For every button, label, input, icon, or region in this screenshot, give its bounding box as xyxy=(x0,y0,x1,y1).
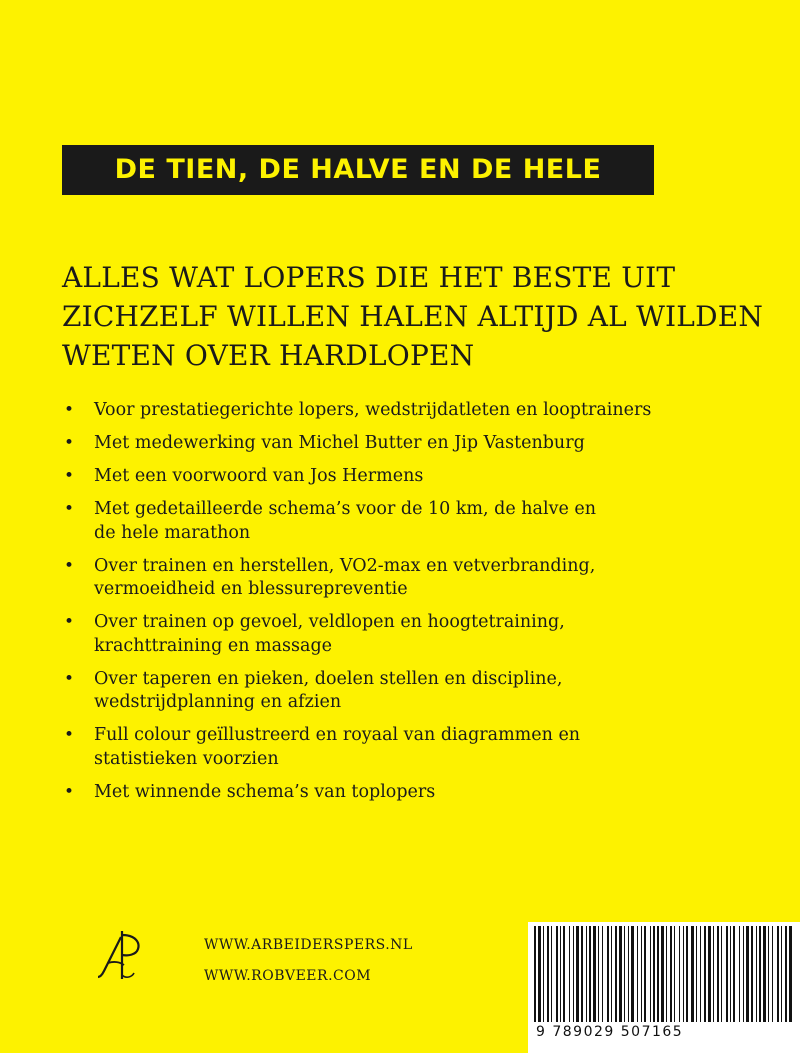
barcode-bar xyxy=(556,926,558,1022)
list-item-text: Over trainen op gevoel, veldlopen en hoogtetraining, xyxy=(94,612,565,632)
barcode-bar xyxy=(589,926,591,1022)
barcode-bar xyxy=(759,926,761,1022)
barcode-bar xyxy=(785,926,787,1022)
list-item xyxy=(62,498,762,545)
list-item-text: vermoeidheid en blessurepreventie xyxy=(94,579,408,599)
barcode-bar xyxy=(726,926,728,1022)
list-item-text: statistieken voorzien xyxy=(94,748,279,769)
isbn-number: 9 789029 507165 xyxy=(536,1024,684,1040)
barcode-bar xyxy=(641,926,642,1022)
bullet-icon: • xyxy=(64,725,75,745)
barcode-bar xyxy=(543,926,544,1022)
barcode-bar xyxy=(708,926,711,1022)
barcode-bar xyxy=(631,926,634,1022)
list-item-text: Voor prestatiegerichte lopers, wedstrijdatleten en looptrainers xyxy=(94,400,652,420)
barcode-bar xyxy=(721,926,722,1022)
bullet-icon: • xyxy=(64,781,75,802)
isbn-barcode xyxy=(528,922,800,1053)
barcode-bar xyxy=(700,926,701,1022)
barcode-bar xyxy=(674,926,675,1022)
barcode-bar xyxy=(624,926,625,1022)
barcode-bar xyxy=(670,926,672,1022)
barcode-bar xyxy=(593,926,596,1022)
barcode-bar xyxy=(538,926,541,1022)
barcode-bar xyxy=(746,926,749,1022)
list-item xyxy=(62,611,762,658)
bullet-icon: • xyxy=(64,499,75,519)
barcode-bar xyxy=(743,926,744,1022)
list-item-text: Met medewerking van Michel Butter en Jip Vastenburg xyxy=(94,433,585,453)
barcode-bar xyxy=(691,926,694,1022)
cover-banner xyxy=(62,145,654,195)
barcode-bar xyxy=(666,926,667,1022)
list-item xyxy=(62,724,762,771)
headline xyxy=(62,258,762,375)
list-item xyxy=(62,399,762,423)
barcode-bar xyxy=(586,926,587,1022)
list-item xyxy=(62,465,762,489)
publisher-links xyxy=(204,930,413,992)
barcode-bar xyxy=(730,926,731,1022)
barcode-bar xyxy=(777,926,779,1022)
barcode-bar xyxy=(534,926,536,1022)
list-item-text: Over trainen en herstellen, VO2-max en vetverbranding, xyxy=(94,555,596,576)
barcode-bar xyxy=(602,926,603,1022)
publisher-website-link[interactable]: WWW.ARBEIDERSPERS.NL xyxy=(204,937,413,953)
barcode-bar xyxy=(768,926,769,1022)
barcode-bar xyxy=(547,926,549,1022)
bullet-icon: • xyxy=(64,400,75,420)
barcode-bar xyxy=(683,926,684,1022)
barcode-bar xyxy=(713,926,714,1022)
list-item-text: Met winnende schema’s van toplopers xyxy=(94,781,436,802)
author-website-link[interactable]: WWW.ROBVEER.COM xyxy=(204,968,372,984)
list-item-text: wedstrijdplanning en afzien xyxy=(94,692,342,712)
feature-list xyxy=(62,399,762,814)
list-item-text: Full colour geïllustreerd en royaal van diagrammen en xyxy=(94,725,581,745)
list-item xyxy=(62,432,762,456)
barcode-bar xyxy=(619,926,622,1022)
barcode-bar xyxy=(576,926,579,1022)
bullet-icon: • xyxy=(64,466,75,486)
headline-line: ZICHZELF WILLEN HALEN ALTIJD AL WILDEN xyxy=(62,300,764,333)
barcode-bar xyxy=(615,926,617,1022)
barcode-bar xyxy=(739,926,740,1022)
barcode-bar xyxy=(644,926,646,1022)
banner-title: DE TIEN, DE HALVE EN DE HELE xyxy=(114,154,602,185)
list-item xyxy=(62,781,762,805)
barcode-bar xyxy=(628,926,629,1022)
barcode-bar xyxy=(789,926,792,1022)
barcode-bar xyxy=(772,926,773,1022)
publisher-logo-icon xyxy=(92,925,152,985)
barcode-bar xyxy=(650,926,651,1022)
bullet-icon: • xyxy=(64,555,75,576)
barcode-bar xyxy=(573,926,574,1022)
barcode-bar xyxy=(598,926,599,1022)
barcode-bar xyxy=(637,926,638,1022)
list-item-text: krachttraining en massage xyxy=(94,635,333,656)
bullet-icon: • xyxy=(64,612,75,632)
barcode-bar xyxy=(686,926,688,1022)
list-item xyxy=(62,555,762,602)
barcode-bar xyxy=(551,926,552,1022)
headline-line: WETEN OVER HARDLOPEN xyxy=(62,339,475,372)
barcode-bar xyxy=(756,926,757,1022)
bullet-icon: • xyxy=(64,433,75,453)
barcode-bars xyxy=(532,926,796,1022)
barcode-bar xyxy=(569,926,570,1022)
list-item xyxy=(62,668,762,715)
barcode-bar xyxy=(657,926,659,1022)
barcode-bar xyxy=(704,926,706,1022)
list-item-text: Met een voorwoord van Jos Hermens xyxy=(94,466,424,486)
list-item-text: de hele marathon xyxy=(94,522,251,543)
barcode-bar xyxy=(563,926,565,1022)
bullet-icon: • xyxy=(64,668,75,689)
barcode-bar xyxy=(611,926,612,1022)
barcode-bar xyxy=(560,926,561,1022)
barcode-bar xyxy=(679,926,680,1022)
list-item-text: Over taperen en pieken, doelen stellen en discipline, xyxy=(94,668,563,689)
barcode-bar xyxy=(581,926,583,1022)
barcode-bar xyxy=(661,926,664,1022)
list-item-text: Met gedetailleerde schema’s voor de 10 km, de halve en xyxy=(94,499,597,519)
barcode-bar xyxy=(733,926,735,1022)
barcode-bar xyxy=(607,926,609,1022)
barcode-bar xyxy=(696,926,697,1022)
barcode-bar xyxy=(653,926,655,1022)
barcode-bar xyxy=(717,926,719,1022)
barcode-bar xyxy=(751,926,753,1022)
barcode-bar xyxy=(781,926,782,1022)
headline-line: ALLES WAT LOPERS DIE HET BESTE UIT xyxy=(62,261,676,294)
barcode-bar xyxy=(763,926,766,1022)
